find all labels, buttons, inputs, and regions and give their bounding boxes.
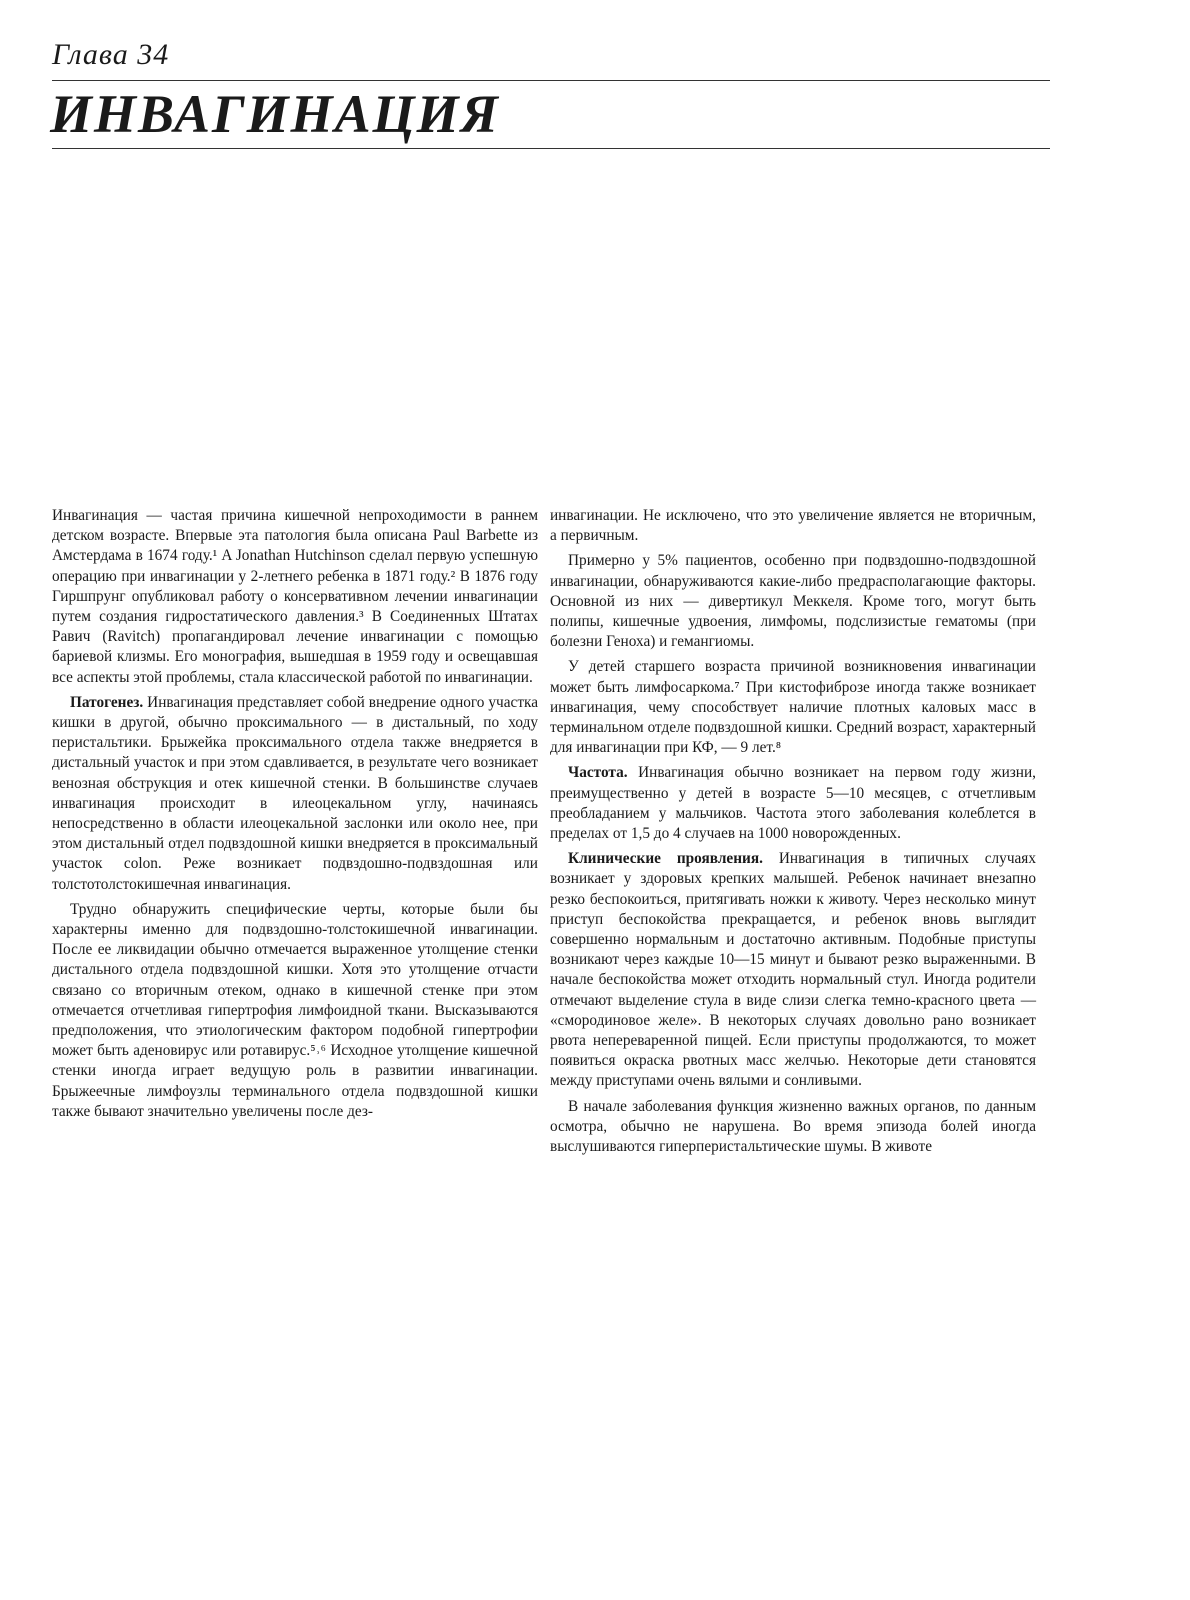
- header-rule-bottom: [52, 148, 1050, 149]
- paragraph-pathogenesis: [52, 693, 538, 895]
- paragraph-intro: Инвагинация — частая причина кишечной непроходимости в раннем детском возрасте. Впервые эта патология была описана Paul Barbette из Амстердама в 1674 году.¹ A Jonathan Hutchinson сделал первую успешную операцию при инвагинации у 2-летнего ребенка в 1871 году.² В 1876 году Гиршпрунг опубликовал работу о консервативном лечении инвагинации путем создания гидростатического давления.³ В Соединенных Штатах Равич (Ravitch) пропагандировал лечение инвагинации с помощью бариевой клизмы. Его монография, вышедшая в 1959 году и освещавшая все аспекты этой проблемы, стала классической работой по инвагинации.: [52, 507, 538, 686]
- paragraph-features: Трудно обнаружить специфические черты, которые были бы характерны именно для подвздошно-толстокишечной инвагинации. После ее ликвидации обычно отмечается выраженное утолщение стенки дистального отдела подвздошной кишки. Хотя это утолщение отчасти связано со вторичным отеком, однако в кишечной стенке при этом отмечается отчетливая гипертрофия лимфоидной ткани. Высказываются предположения, что этиологическим фактором подобной гипертрофии может быть аденовирус или ротавирус.⁵˒⁶ Исходное утолщение кишечной стенки иногда играет ведущую роль в развитии инвагинации. Брыжеечные лимфоузлы терминального отдела подвздошной кишки также бывают значительно увеличены после дез-: [52, 900, 538, 1120]
- chapter-label: Глава 34: [52, 38, 170, 71]
- paragraph-examination: В начале заболевания функция жизненно важных органов, по данным осмотра, обычно не нарушена. Во время эпизода болей иногда выслушиваются гиперперистальтические шумы. В животе: [550, 1097, 1036, 1156]
- chapter-title: ИНВАГИНАЦИЯ: [50, 84, 500, 144]
- header-rule-top: [52, 80, 1050, 81]
- heading-pathogenesis: Патогенез.: [70, 693, 144, 711]
- clinical-text: Инвагинация в типичных случаях возникает у здоровых крепких малышей. Ребенок начинает внезапно резко беспокоиться, притягивать ножки к животу. Через несколько минут приступ беспокойства прекращается, и ребенок вновь выглядит совершенно нормальным и достаточно активным. Подобные приступы возникают через каждые 10—15 минут и бывают резко выраженными. В начале беспокойства может отходить нормальный стул. Иногда родители отмечают выделение стула в виде слизи слегка темно-красного цвета — «смородиновое желе». В некоторых случаях довольно рано возникает рвота непереваренной пищей. Если приступы продолжаются, то может появиться окраска рвотных масс желчью. Некоторые дети становятся между приступами очень вялыми и сонливыми.: [550, 850, 1036, 1090]
- pathogenesis-text: Инвагинация представляет собой внедрение одного участка кишки в другой, обычно проксимального — в дистальный, по ходу перистальтики. Брыжейка проксимального отдела также внедряется в дистальный участок и при этом сдавливается, в результате чего возникает венозная обструкция и отек кишечной стенки. В большинстве случаев инвагинация происходит в илеоцекальном углу, начинаясь непосредственно в области илеоцекальной заслонки или около нее, при этом дистальный отдел подвздошной кишки внедряется в проксимальный участок colon. Реже возникает подвздошно-подвздошная или толстотолстокишечная инвагинация.: [52, 693, 538, 893]
- heading-frequency: Частота.: [568, 764, 628, 782]
- paragraph-clinical: [550, 849, 1036, 1091]
- paragraph-continuation: инвагинации. Не исключено, что это увеличение является не вторичным, а первичным.: [550, 507, 1036, 545]
- paragraph-predisposing: Примерно у 5% пациентов, особенно при подвздошно-подвздошной инвагинации, обнаруживаются какие-либо предрасполагающие факторы. Основной из них — дивертикул Меккеля. Кроме того, могут быть полипы, кишечные удвоения, лимфомы, подслизистые гематомы (при болезни Геноха) и гемангиомы.: [550, 552, 1036, 651]
- left-column: [52, 506, 538, 1122]
- paragraph-frequency: [550, 763, 1036, 844]
- paragraph-older-children: У детей старшего возраста причиной возникновения инвагинации может быть лимфосаркома.⁷ При кистофиброзе иногда также возникает инвагинация, чему способствует наличие плотных каловых масс в терминальном отделе подвздошной кишки. Средний возраст, характерный для инвагинации при КФ, — 9 лет.⁸: [550, 658, 1036, 757]
- heading-clinical: Клинические проявления.: [568, 850, 763, 868]
- right-column: [550, 506, 1036, 1157]
- frequency-text: Инвагинация обычно возникает на первом году жизни, преимущественно у детей в возрасте 5—10 месяцев, с отчетливым преобладанием у мальчиков. Частота этого заболевания колеблется в пределах от 1,5 до 4 случаев на 1000 новорожденных.: [550, 764, 1036, 843]
